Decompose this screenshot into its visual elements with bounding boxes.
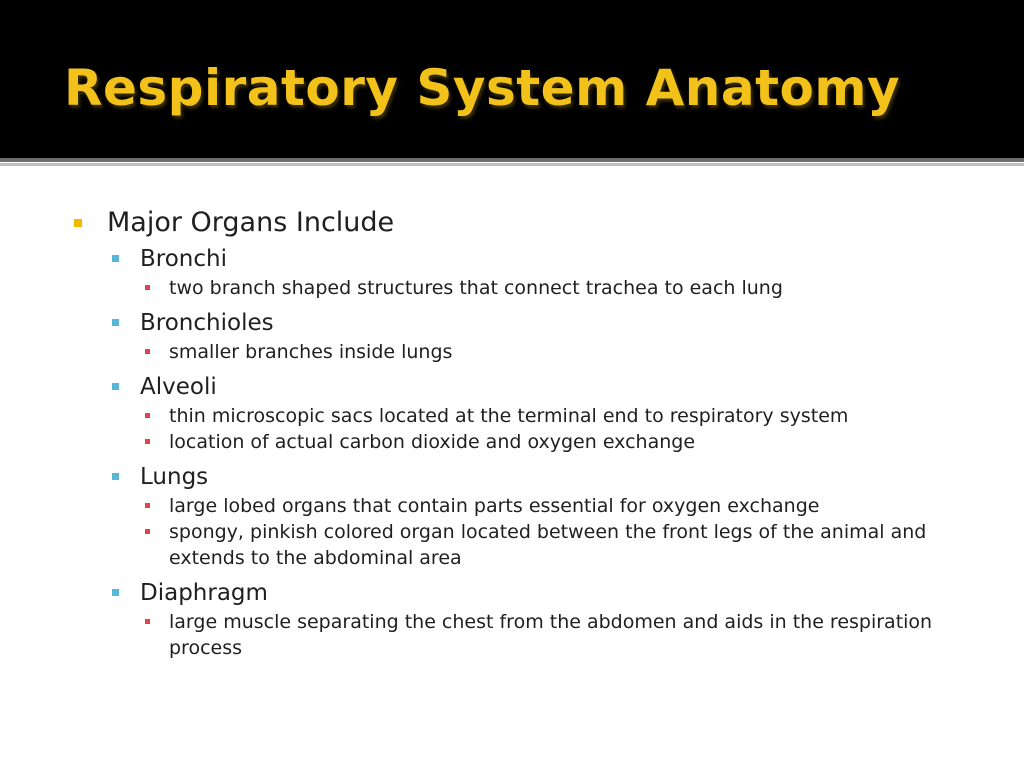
slide-content	[0, 205, 1024, 661]
organ-name: Bronchi	[140, 246, 227, 272]
square-bullet-icon	[112, 589, 119, 596]
square-bullet-icon	[145, 503, 150, 508]
square-bullet-icon	[145, 413, 150, 418]
organ-detail	[0, 493, 959, 519]
organ-detail-text: smaller branches inside lungs	[169, 341, 453, 363]
organ-detail	[0, 519, 959, 571]
organ-item-lungs	[0, 461, 1024, 493]
organ-item-diaphragm	[0, 577, 1024, 609]
square-bullet-icon	[74, 219, 82, 227]
organ-detail	[0, 339, 959, 365]
bullet-level1	[0, 205, 1024, 241]
slide-title: Respiratory System Anatomy	[64, 59, 901, 117]
square-bullet-icon	[145, 349, 150, 354]
organ-name: Lungs	[140, 464, 209, 490]
square-bullet-icon	[145, 439, 150, 444]
organ-detail-text: large lobed organs that contain parts essential for oxygen exchange	[169, 495, 820, 517]
organ-name: Diaphragm	[140, 580, 268, 606]
title-divider-dark	[0, 158, 1024, 162]
square-bullet-icon	[112, 383, 119, 390]
square-bullet-icon	[145, 529, 150, 534]
square-bullet-icon	[112, 473, 119, 480]
organ-detail	[0, 429, 959, 455]
organ-detail-text: two branch shaped structures that connect trachea to each lung	[169, 277, 783, 299]
square-bullet-icon	[112, 319, 119, 326]
square-bullet-icon	[112, 255, 119, 262]
organ-detail-text: spongy, pinkish colored organ located between the front legs of the animal and extends to the abdominal area	[169, 521, 927, 569]
organ-detail	[0, 275, 959, 301]
organ-item-alveoli	[0, 371, 1024, 403]
square-bullet-icon	[145, 619, 150, 624]
organ-detail-text: thin microscopic sacs located at the terminal end to respiratory system	[169, 405, 849, 427]
organ-detail-text: location of actual carbon dioxide and oxygen exchange	[169, 431, 696, 453]
title-divider-light	[0, 163, 1024, 166]
organ-name: Alveoli	[140, 374, 217, 400]
title-band	[0, 0, 1024, 158]
organ-detail	[0, 609, 959, 661]
organ-detail	[0, 403, 959, 429]
square-bullet-icon	[145, 285, 150, 290]
organ-item-bronchioles	[0, 307, 1024, 339]
organ-item-bronchi	[0, 243, 1024, 275]
heading-text: Major Organs Include	[107, 207, 395, 238]
organ-detail-text: large muscle separating the chest from the abdomen and aids in the respiration process	[169, 611, 933, 659]
organ-name: Bronchioles	[140, 310, 274, 336]
